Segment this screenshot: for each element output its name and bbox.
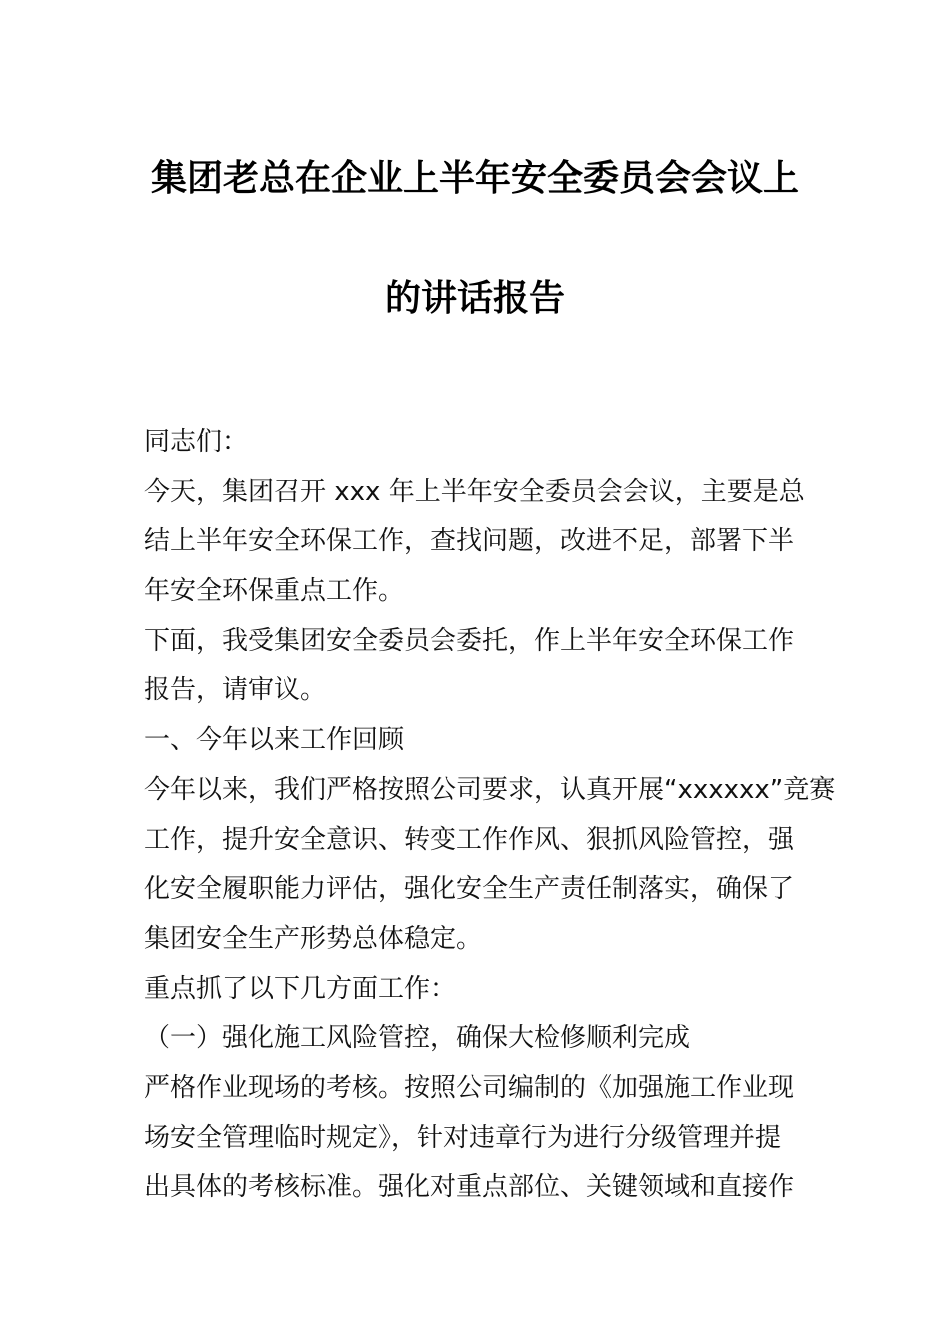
body-line: 集团安全生产形势总体稳定。 [144, 923, 483, 954]
document-title-line-2: 的讲话报告 [384, 278, 565, 319]
body-line: 今年以来，我们严格按照公司要求，认真开展“xxxxxx”竞赛 [144, 774, 836, 805]
body-line: 严格作业现场的考核。按照公司编制的《加强施工作业现 [144, 1072, 795, 1103]
body-line: 化安全履职能力评估，强化安全生产责任制落实，确保了 [144, 874, 795, 905]
body-line: 工作，提升安全意识、转变工作作风、狠抓风险管控，强 [144, 824, 795, 855]
salutation: 同志们： [144, 427, 249, 457]
body-line: 年安全环保重点工作。 [144, 576, 405, 607]
document-title-line-1: 集团老总在企业上半年安全委员会会议上 [150, 158, 799, 199]
body-line: 报告，请审议。 [144, 675, 327, 706]
subsection-heading: （一）强化施工风险管控，确保大检修顺利完成 [144, 1023, 691, 1054]
document-body [144, 418, 836, 1213]
section-heading: 一、今年以来工作回顾 [144, 725, 405, 756]
body-line: 下面，我受集团安全委员会委托，作上半年安全环保工作 [144, 625, 795, 656]
body-line: 场安全管理临时规定》，针对违章行为进行分级管理并提 [144, 1122, 782, 1153]
body-line: 结上半年安全环保工作，查找问题，改进不足，部署下半 [144, 526, 795, 557]
body-line: 今天，集团召开 xxx 年上半年安全委员会会议，主要是总 [144, 476, 805, 507]
body-line: 重点抓了以下几方面工作： [144, 973, 457, 1004]
body-line: 出具体的考核标准。强化对重点部位、关键领域和直接作 [144, 1172, 795, 1203]
